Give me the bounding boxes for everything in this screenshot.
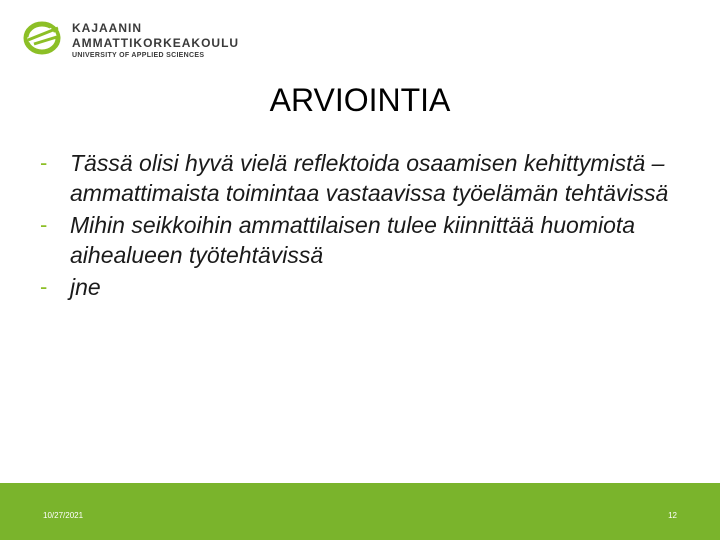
logo-wordmark — [72, 22, 239, 59]
footer-date: 10/27/2021 — [43, 511, 84, 520]
bullet-marker: - — [40, 212, 48, 237]
logo — [22, 16, 240, 66]
footer-bar — [0, 483, 720, 540]
bullet-text: Tässä olisi hyvä vielä reflektoida osaamisen kehittymistä – ammattimaista toimintaa vastaavissa työelämän tehtävissä — [70, 150, 669, 206]
logo-line-kajaanin: KAJAANIN — [72, 21, 143, 35]
kamk-logo-icon — [22, 18, 66, 58]
logo-line-ammattikorkeakoulu: AMMATTIKORKEAKOULU — [72, 36, 240, 50]
bullet-text: Mihin seikkoihin ammattilaisen tulee kiinnittää huomiota aihealueen työtehtävissä — [70, 212, 636, 268]
slide-title-text: ARVIOINTIA — [269, 82, 451, 118]
bullet-marker: - — [40, 150, 48, 175]
bullet-list — [40, 148, 680, 304]
logo-line-university: UNIVERSITY OF APPLIED SCIENCES — [72, 52, 205, 59]
slide-title — [0, 82, 720, 119]
bullet-text: jne — [70, 274, 101, 300]
page-number: 12 — [668, 511, 677, 520]
bullet-item — [40, 210, 680, 270]
bullet-item — [40, 148, 680, 208]
bullet-marker: - — [40, 274, 48, 299]
bullet-item — [40, 272, 680, 302]
